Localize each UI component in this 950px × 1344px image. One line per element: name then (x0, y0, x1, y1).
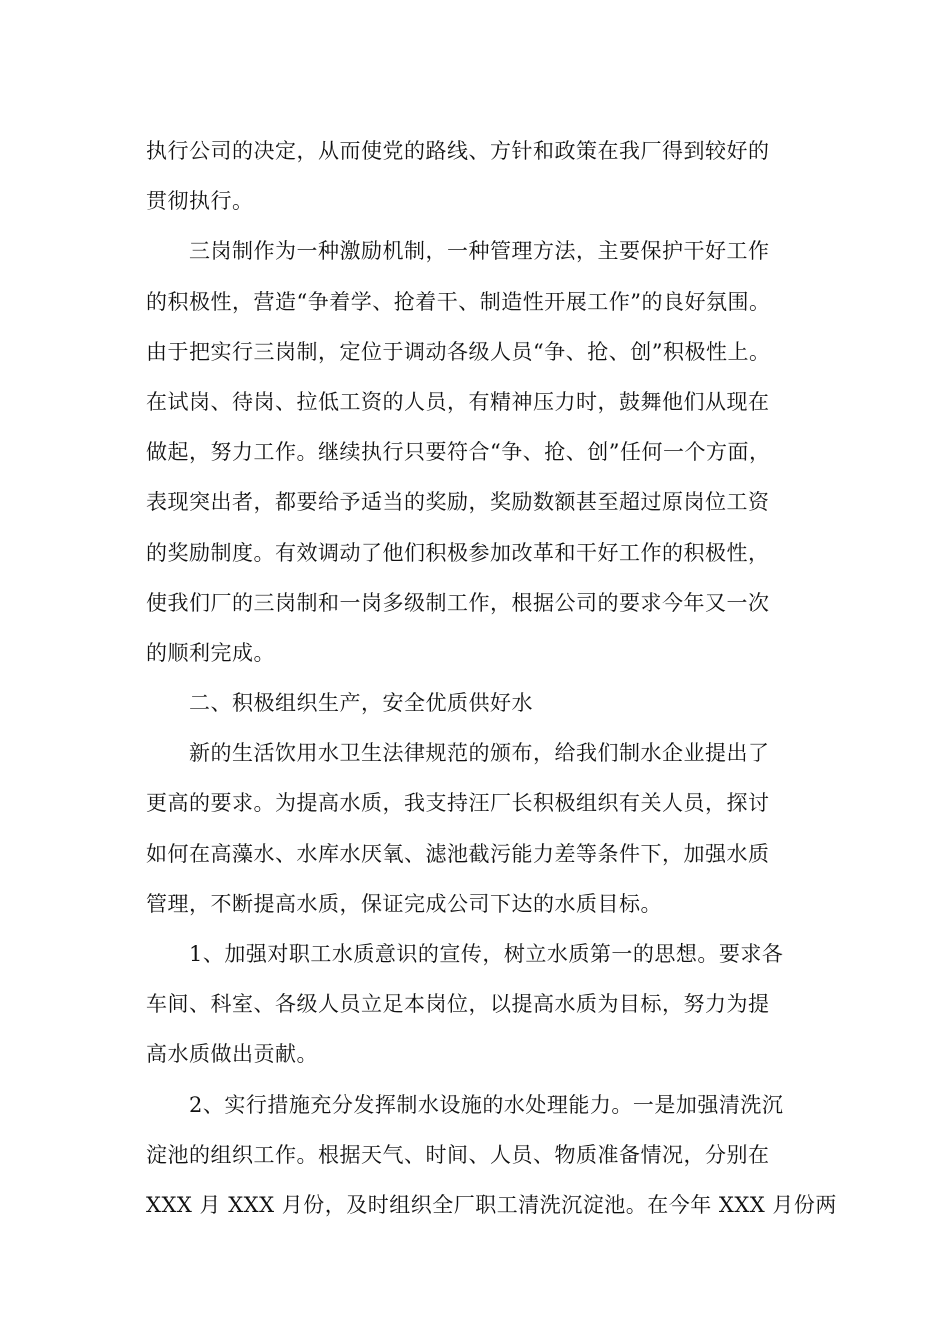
text-line: 执行公司的决定，从而使党的路线、方针和政策在我厂得到较好的 (146, 139, 770, 163)
paragraph-start-line: 三岗制作为一种激励机制，一种管理方法，主要保护干好工作 (189, 239, 770, 264)
text-line: 在试岗、待岗、拉低工资的人员，有精神压力时，鼓舞他们从现在 (146, 389, 770, 414)
text-line: 贯彻执行。 (146, 189, 254, 214)
text-line: 管理，不断提高水质，保证完成公司下达的水质目标。 (146, 891, 662, 916)
text-line: XXX 月 XXX 月份，及时组织全厂职工清洗沉淀池。在今年 XXX 月份两 (146, 1192, 837, 1217)
text-line: 使我们厂的三岗制和一岗多级制工作，根据公司的要求今年又一次 (146, 590, 770, 615)
text-line: 的奖励制度。有效调动了他们积极参加改革和干好工作的积极性， (146, 540, 770, 565)
text-line: 高水质做出贡献。 (146, 1042, 318, 1067)
section-heading: 二、积极组织生产，安全优质供好水 (189, 691, 533, 716)
text-line: 由于把实行三岗制，定位于调动各级人员“争、抢、创”积极性上。 (146, 339, 771, 364)
text-line: 淀池的组织工作。根据天气、时间、人员、物质准备情况，分别在 (146, 1142, 770, 1167)
numbered-item-line: 2、实行措施充分发挥制水设施的水处理能力。一是加强清洗沉 (189, 1092, 784, 1117)
text-line: 表现突出者，都要给予适当的奖励，奖励数额甚至超过原岗位工资 (146, 490, 770, 515)
text-line: 如何在高藻水、水库水厌氧、滤池截污能力差等条件下，加强水质 (146, 841, 770, 866)
text-line: 做起，努力工作。继续执行只要符合“争、抢、创”任何一个方面， (146, 440, 771, 465)
text-line: 的积极性，营造“争着学、抢着干、制造性开展工作”的良好氛围。 (146, 289, 771, 314)
text-line: 更高的要求。为提高水质，我支持汪厂长积极组织有关人员，探讨 (146, 791, 770, 816)
numbered-item-line: 1、加强对职工水质意识的宣传，树立水质第一的思想。要求各 (189, 942, 784, 966)
text-line: 车间、科室、各级人员立足本岗位，以提高水质为目标，努力为提 (146, 992, 770, 1017)
text-line: 的顺利完成。 (146, 640, 275, 665)
paragraph-start-line: 新的生活饮用水卫生法律规范的颁布，给我们制水企业提出了 (189, 741, 770, 766)
document-body (146, 126, 837, 1230)
